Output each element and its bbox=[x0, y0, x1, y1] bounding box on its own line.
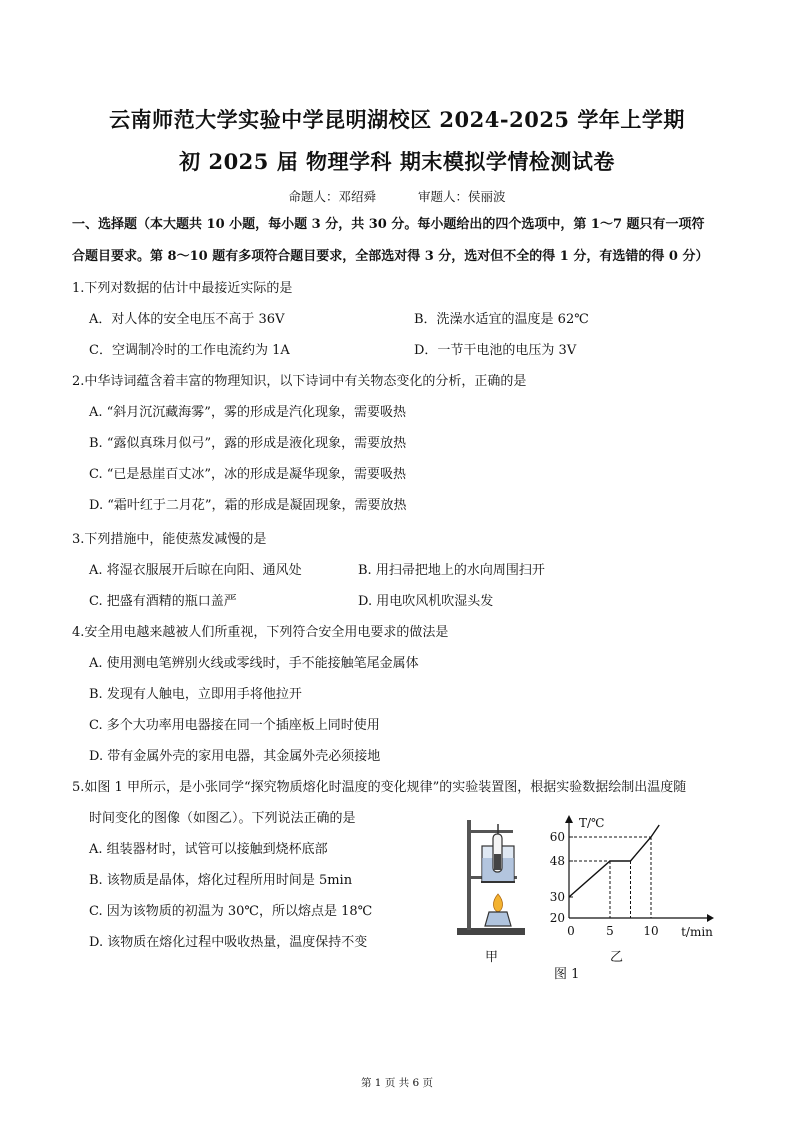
q5-option-d: D. 该物质在熔化过程中吸收热量，温度保持不变 bbox=[89, 935, 368, 950]
apparatus-illustration bbox=[455, 816, 535, 941]
page-footer: 第 1 页 共 6 页 bbox=[360, 1077, 434, 1089]
q5-option-a: A. 组装器材时，试管可以接触到烧杯底部 bbox=[89, 842, 328, 857]
q5-option-c: C. 因为该物质的初温为 30℃，所以熔点是 18℃ bbox=[89, 904, 373, 919]
q2-option-a: A. “斜月沉沉藏海雾”，雾的形成是汽化现象，需要吸热 bbox=[89, 405, 406, 420]
y-tick-label: 20 bbox=[549, 911, 565, 925]
question-3-stem: 3.下列措施中，能使蒸发减慢的是 bbox=[72, 532, 267, 547]
x-tick-label: 5 bbox=[606, 924, 614, 938]
q2-option-d: D. “霜叶红于二月花”，霜的形成是凝固现象，需要放热 bbox=[89, 498, 407, 513]
y-axis-label: T/℃ bbox=[579, 816, 605, 830]
section-heading-line2: 合题目要求。第 8～10 题有多项符合题目要求，全部选对得 3 分，选对但不全的得 1 分，有选错的得 0 分） bbox=[72, 249, 709, 264]
section-heading-line1: 一、选择题（本大题共 10 小题，每小题 3 分，共 30 分。每小题给出的四个选项中，第 1～7 题只有一项符 bbox=[72, 217, 705, 232]
figure-caption: 图 1 bbox=[554, 967, 580, 982]
x-axis-label: t/min bbox=[681, 925, 713, 939]
q2-option-b: B. “露似真珠月似弓”，露的形成是液化现象，需要放热 bbox=[89, 436, 407, 451]
q3-option-a: A. 将湿衣服展开后晾在向阳、通风处 bbox=[89, 563, 302, 578]
q1-option-c: C．空调制冷时的工作电流约为 1A bbox=[89, 343, 290, 358]
q3-option-c: C. 把盛有酒精的瓶口盖严 bbox=[89, 594, 237, 609]
q2-option-c: C. “已是悬崖百丈冰”，冰的形成是凝华现象，需要吸热 bbox=[89, 467, 407, 482]
q3-option-b: B. 用扫帚把地上的水向周围扫开 bbox=[358, 563, 545, 578]
melting-chart bbox=[547, 813, 717, 943]
q4-option-a: A. 使用测电笔辨别火线或零线时，手不能接触笔尾金属体 bbox=[89, 656, 419, 671]
temperature-line bbox=[569, 825, 659, 897]
q1-option-b: B．洗澡水适宜的温度是 62℃ bbox=[414, 312, 589, 327]
question-2-stem: 2.中华诗词蕴含着丰富的物理知识，以下诗词中有关物态变化的分析，正确的是 bbox=[72, 374, 527, 389]
q5-option-b: B. 该物质是晶体，熔化过程所用时间是 5min bbox=[89, 873, 353, 888]
exam-title-line1: 云南师范大学实验中学昆明湖校区 2024-2025 学年上学期 bbox=[109, 107, 685, 132]
y-tick-label: 60 bbox=[549, 830, 565, 844]
q3-option-d: D. 用电吹风机吹湿头发 bbox=[358, 594, 494, 609]
figure-1 bbox=[455, 813, 725, 993]
q4-option-b: B. 发现有人触电，立即用手将他拉开 bbox=[89, 687, 302, 702]
reviewer-text: 审题人：侯丽波 bbox=[418, 189, 506, 204]
question-5-stem: 5.如图 1 甲所示，是小张同学“探究物质熔化时温度的变化规律”的实验装置图，根据实验数据绘制出温度随 bbox=[72, 780, 687, 795]
q1-option-d: D．一节干电池的电压为 3V bbox=[414, 343, 577, 358]
y-tick-label: 30 bbox=[549, 890, 565, 904]
y-axis-arrow bbox=[565, 815, 573, 823]
x-tick-label: 0 bbox=[567, 924, 575, 938]
q4-option-c: C. 多个大功率用电器接在同一个插座板上同时使用 bbox=[89, 718, 380, 733]
authors-line bbox=[0, 187, 794, 205]
question-4-stem: 4.安全用电越来越被人们所重视，下列符合安全用电要求的做法是 bbox=[72, 625, 449, 640]
x-tick-label: 10 bbox=[643, 924, 659, 938]
q4-option-d: D. 带有金属外壳的家用电器，其金属外壳必须接地 bbox=[89, 749, 381, 764]
exam-title-line2: 初 2025 届 物理学科 期末模拟学情检测试卷 bbox=[179, 149, 615, 174]
q1-option-a: A．对人体的安全电压不高于 36V bbox=[89, 312, 285, 327]
figure-label-yi: 乙 bbox=[610, 950, 624, 965]
setter-text: 命题人：邓绍舜 bbox=[288, 189, 376, 204]
figure-label-jia: 甲 bbox=[485, 950, 499, 965]
question-5-stem-cont: 时间变化的图像（如图乙）。下列说法正确的是 bbox=[89, 811, 356, 826]
y-tick-label: 48 bbox=[549, 854, 565, 868]
x-axis-arrow bbox=[707, 914, 714, 922]
question-1-stem: 1.下列对数据的估计中最接近实际的是 bbox=[72, 281, 293, 296]
